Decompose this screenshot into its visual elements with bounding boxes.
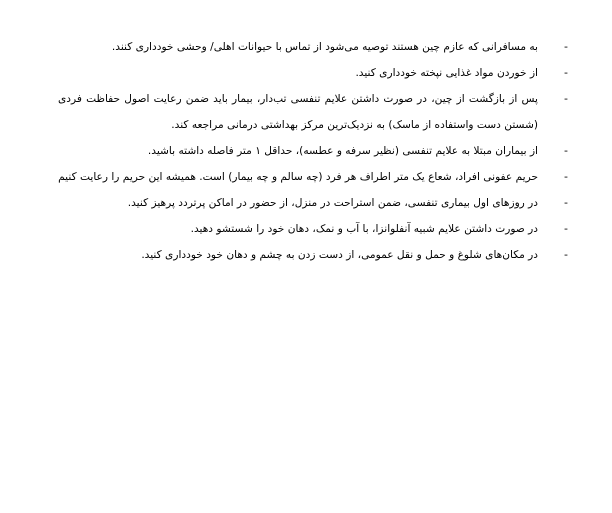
list-item-text: در مکان‌های شلوغ و حمل و نقل عمومی، از دست زدن به چشم و دهان خود خودداری کنید. bbox=[141, 249, 538, 261]
list-item-text: به مسافرانی که عازم چین هستند توصیه می‌شود از تماس با حیوانات اهلی/ وحشی خودداری کنند. bbox=[111, 41, 538, 53]
list-item-text: حریم عفونی افراد، شعاع یک متر اطراف هر فرد (چه سالم و چه بیمار) است. همیشه این حریم را رعایت کنیم bbox=[58, 171, 538, 183]
list-item-text: از خوردن مواد غذایی نپخته خودداری کنید. bbox=[355, 67, 538, 79]
list-item-text: پس از بازگشت از چین، در صورت داشتن علایم تنفسی تب‌دار، بیمار باید ضمن رعایت اصول حفاظت فردی (شستن دست واستفاده از ماسک) به نزدیک‌ترین مرکز بهداشتی درمانی مراجعه کند. bbox=[58, 93, 538, 131]
list-item bbox=[58, 164, 568, 190]
list-item bbox=[58, 60, 568, 86]
list-item-text: در صورت داشتن علایم شبیه آنفلوانزا، با آب و نمک، دهان خود را شستشو دهید. bbox=[190, 223, 538, 235]
health-advice-list bbox=[58, 34, 568, 268]
list-item bbox=[58, 242, 568, 268]
list-item bbox=[58, 86, 568, 138]
list-item bbox=[58, 190, 568, 216]
bullet-dash: - bbox=[564, 170, 568, 183]
bullet-dash: - bbox=[564, 144, 568, 157]
list-item-text: در روزهای اول بیماری تنفسی، ضمن استراحت در منزل، از حضور در اماکن پرتردد پرهیز کنید. bbox=[127, 197, 538, 209]
list-item-text: از بیماران مبتلا به علایم تنفسی (نظیر سرفه و عطسه)، حداقل ۱ متر فاصله داشته باشید. bbox=[147, 145, 538, 157]
bullet-dash: - bbox=[564, 40, 568, 53]
bullet-dash: - bbox=[564, 222, 568, 235]
bullet-dash: - bbox=[564, 248, 568, 261]
list-item bbox=[58, 138, 568, 164]
list-item bbox=[58, 216, 568, 242]
list-item bbox=[58, 34, 568, 60]
bullet-dash: - bbox=[564, 196, 568, 209]
bullet-dash: - bbox=[564, 92, 568, 105]
bullet-dash: - bbox=[564, 66, 568, 79]
